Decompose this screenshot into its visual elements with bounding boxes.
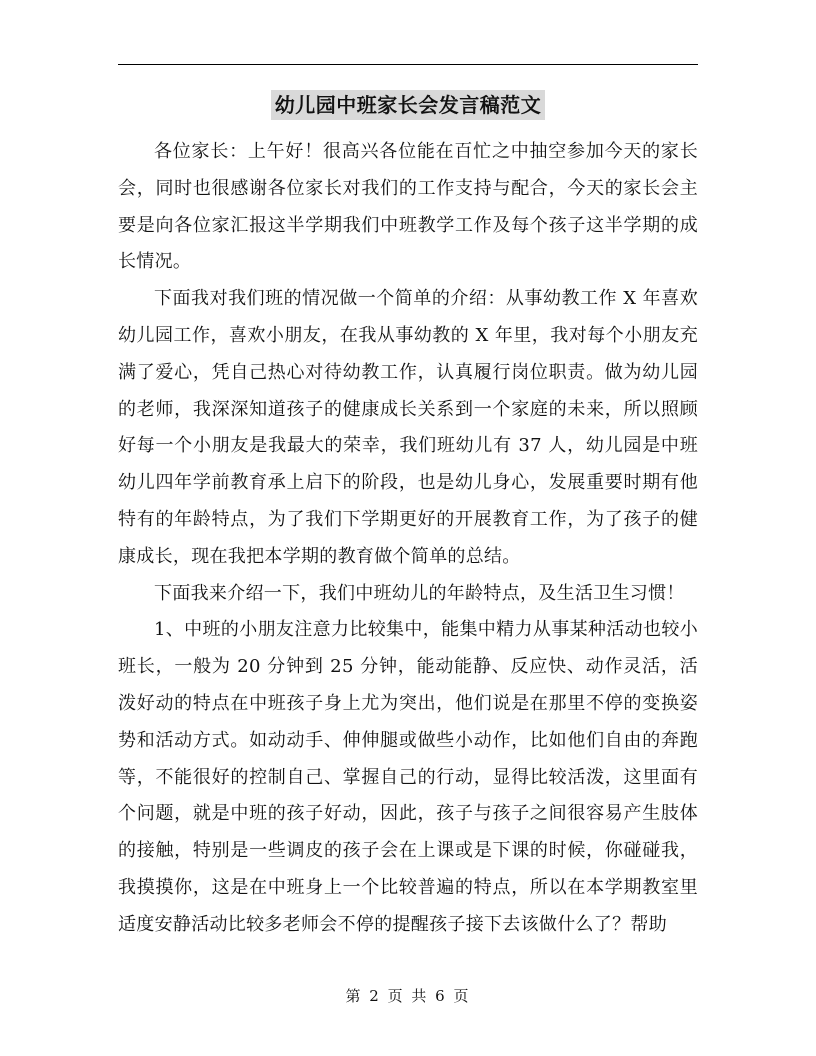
document-body [118,134,698,944]
paragraph-age-characteristics-intro: 下面我来介绍一下，我们中班幼儿的年龄特点，及生活卫生习惯！ [154,582,685,604]
page-number-footer: 第 2 页 共 6 页 [345,987,471,1005]
title-container [0,90,816,120]
paragraph-greeting: 各位家长：上午好！很高兴各位能在百忙之中抽空参加今天的家长会，同时也很感谢各位家长对我们的工作支持与配合，今天的家长会主要是向各位家汇报这半学期我们中班教学工作及每个孩子这半学期的成长情况。 [118,141,698,273]
document-title: 幼儿园中班家长会发言稿范文 [271,90,546,120]
header-rule [118,64,698,65]
paragraph-class-introduction: 下面我对我们班的情况做一个简单的介绍：从事幼教工作 X 年喜欢幼儿园工作，喜欢小朋友，在我从事幼教的 X 年里，我对每个小朋友充满了爱心，凭自己热心对待幼教工作，认真履行岗位职责。做为幼儿园的老师，我深深知道孩子的健康成长关系到一个家庭的未来，所以照顾好每一个小朋友是我最大的荣幸，我们班幼儿有 37 人，幼儿园是中班幼儿四年学前教育承上启下的阶段，也是幼儿身心，发展重要时期有他特有的年龄特点，为了我们下学期更好的开展教育工作，为了孩子的健康成长，现在我把本学期的教育做个简单的总结。 [118,288,698,567]
paragraph-point-1: 1、中班的小朋友注意力比较集中，能集中精力从事某种活动也较小班长，一般为 20 分钟到 25 分钟，能动能静、反应快、动作灵活，活泼好动的特点在中班孩子身上尤为突出，他们说是在那里不停的变换姿势和活动方式。如动动手、伸伸腿或做些小动作，比如他们自由的奔跑等，不能很好的控制自己、掌握自己的行动，显得比较活泼，这里面有个问题，就是中班的孩子好动，因此，孩子与孩子之间很容易产生肢体的接触，特别是一些调皮的孩子会在上课或是下课的时候，你碰碰我，我摸摸你，这是在中班身上一个比较普遍的特点，所以在本学期教室里适度安静活动比较多老师会不停的提醒孩子接下去该做什么了？帮助 [118,619,698,935]
